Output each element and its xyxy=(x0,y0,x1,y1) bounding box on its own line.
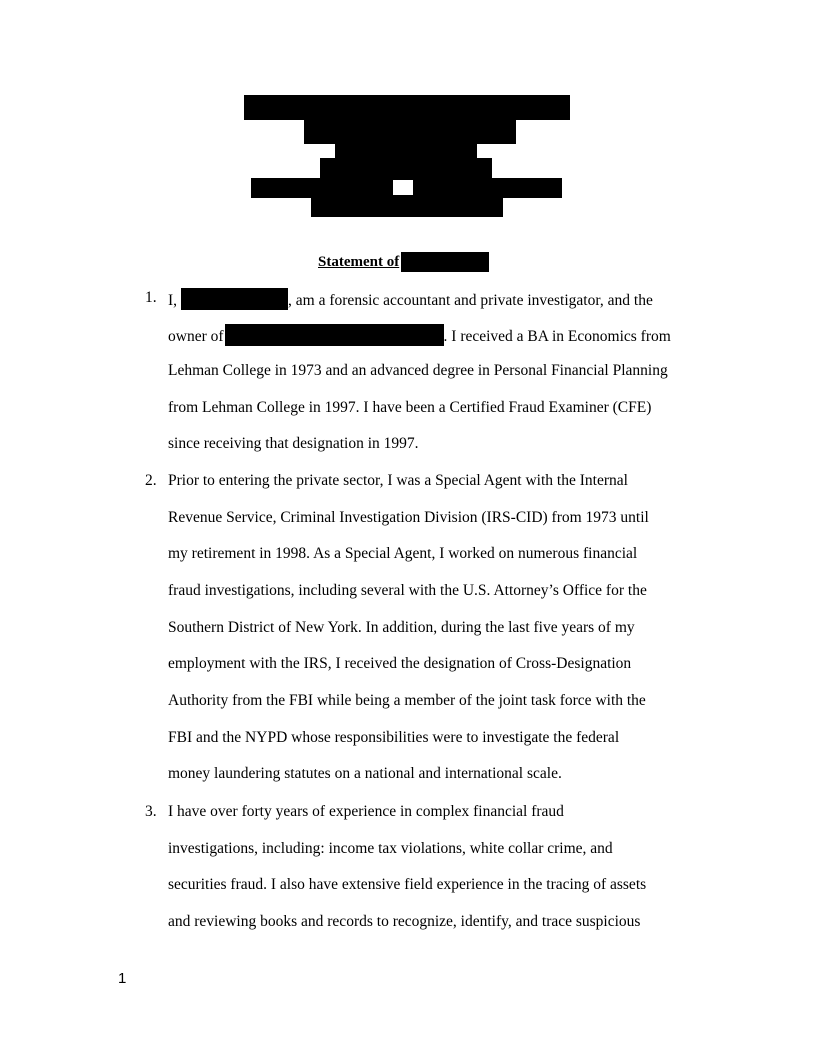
paragraph-number: 3. xyxy=(145,803,157,820)
redacted-name xyxy=(181,288,288,310)
paragraph-line: employment with the IRS, I received the designation of Cross-Designation xyxy=(168,655,632,672)
redaction-bar xyxy=(304,120,516,144)
statement-title xyxy=(318,252,489,272)
redaction-bar xyxy=(320,158,492,178)
line-text: owner of xyxy=(168,328,224,345)
paragraph-line xyxy=(168,288,653,311)
redaction-gap xyxy=(393,180,413,195)
paragraph-line: from Lehman College in 1997. I have been a Certified Fraud Examiner (CFE) xyxy=(168,399,652,416)
paragraph-line: Southern District of New York. In addition, during the last five years of my xyxy=(168,619,635,636)
paragraph-line: Revenue Service, Criminal Investigation Division (IRS-CID) from 1973 until xyxy=(168,509,649,526)
paragraph-line: Lehman College in 1973 and an advanced degree in Personal Financial Planning xyxy=(168,362,668,379)
line-text: . I received a BA in Economics from xyxy=(443,328,671,345)
redaction-bar xyxy=(244,95,570,120)
paragraph-line: since receiving that designation in 1997. xyxy=(168,435,419,452)
line-text: , am a forensic accountant and private investigator, and the xyxy=(288,292,653,309)
paragraph-line: fraud investigations, including several with the U.S. Attorney’s Office for the xyxy=(168,582,647,599)
redacted-name xyxy=(401,252,489,272)
paragraph-line: investigations, including: income tax violations, white collar crime, and xyxy=(168,840,613,857)
paragraph-number: 1. xyxy=(145,289,157,306)
line-text: I, xyxy=(168,292,178,309)
paragraph-line: and reviewing books and records to recognize, identify, and trace suspicious xyxy=(168,913,641,930)
paragraph-line: Prior to entering the private sector, I was a Special Agent with the Internal xyxy=(168,472,628,489)
paragraph-line: money laundering statutes on a national and international scale. xyxy=(168,765,562,782)
paragraph-line: my retirement in 1998. As a Special Agent, I worked on numerous financial xyxy=(168,545,638,562)
page-number: 1 xyxy=(118,970,127,987)
redacted-company xyxy=(225,324,444,346)
paragraph-line: I have over forty years of experience in complex financial fraud xyxy=(168,803,564,820)
statement-title-text: Statement of xyxy=(318,254,400,270)
redaction-bar xyxy=(311,198,503,217)
paragraph-line: Authority from the FBI while being a member of the joint task force with the xyxy=(168,692,646,709)
paragraph-line: FBI and the NYPD whose responsibilities were to investigate the federal xyxy=(168,729,620,746)
paragraph-line xyxy=(168,324,671,347)
redaction-bar xyxy=(335,144,477,158)
paragraph-line: securities fraud. I also have extensive field experience in the tracing of assets xyxy=(168,876,647,893)
paragraph-number: 2. xyxy=(145,472,157,489)
